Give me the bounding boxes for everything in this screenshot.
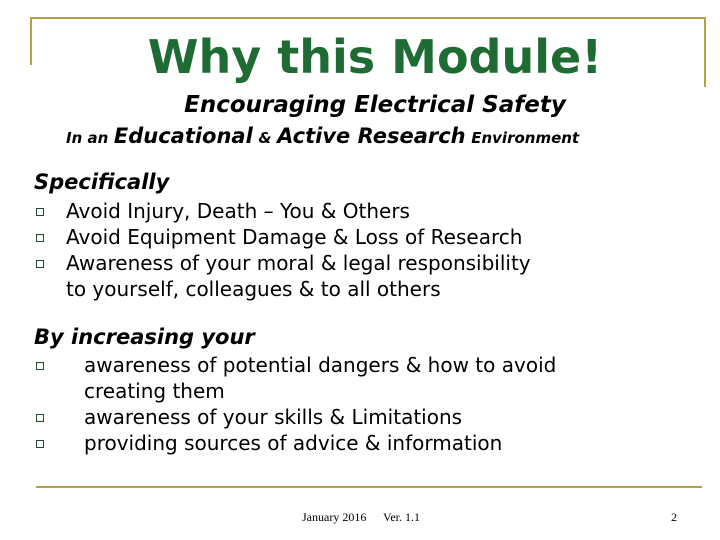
frame-line-top: [30, 17, 706, 19]
list-item-text: Avoid Equipment Damage & Loss of Research: [66, 225, 523, 249]
hollow-square-bullet-icon: [36, 440, 44, 448]
list-item: [34, 198, 531, 224]
hollow-square-bullet-icon: [36, 260, 44, 268]
subline-part-1: In an: [66, 129, 109, 147]
list-item: [34, 352, 556, 404]
list-item-text-continued: creating them: [84, 379, 225, 403]
subline-part-3: &: [258, 129, 272, 147]
list-item: [34, 224, 531, 250]
hollow-square-bullet-icon: [36, 234, 44, 242]
section-heading-specifically: Specifically: [34, 170, 170, 194]
hollow-square-bullet-icon: [36, 414, 44, 422]
footer-date: January 2016: [302, 510, 367, 524]
section-heading-increasing: By increasing your: [34, 325, 255, 349]
slide-subline: [66, 124, 579, 148]
list-item-text: Awareness of your moral & legal responsibility: [66, 251, 531, 275]
list-item: [34, 404, 556, 430]
bullet-list-increasing: [34, 352, 556, 456]
list-item-text: awareness of your skills & Limitations: [84, 405, 463, 429]
footer-divider: [36, 486, 702, 488]
list-item-text: awareness of potential dangers & how to avoid: [84, 353, 557, 377]
list-item-text: Avoid Injury, Death – You & Others: [66, 199, 410, 223]
footer-version: Ver. 1.1: [383, 510, 420, 524]
slide-title: Why this Module!: [147, 30, 603, 84]
footer-page-number: 2: [671, 510, 677, 524]
hollow-square-bullet-icon: [36, 362, 44, 370]
hollow-square-bullet-icon: [36, 208, 44, 216]
list-item-text: providing sources of advice & information: [84, 431, 503, 455]
list-item: [34, 430, 556, 456]
subline-part-5: Environment: [471, 129, 580, 147]
subline-part-4: Active Research: [277, 124, 466, 148]
list-item: [34, 250, 531, 302]
list-item-text-continued: to yourself, colleagues & to all others: [66, 277, 441, 301]
slide-subtitle: Encouraging Electrical Safety: [184, 92, 566, 118]
bullet-list-specifically: [34, 198, 531, 302]
subline-part-2: Educational: [113, 124, 253, 148]
